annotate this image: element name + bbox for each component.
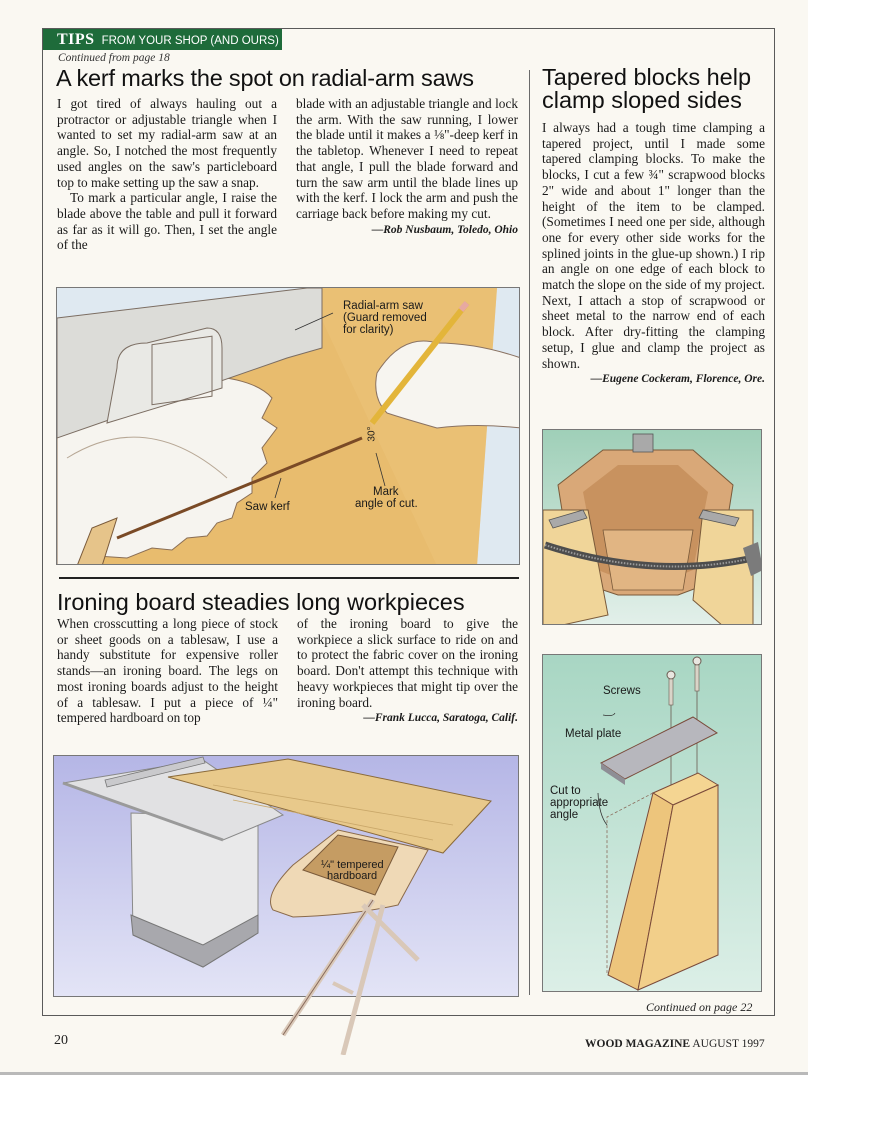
byline: —Eugene Cockeram, Florence, Ore. <box>590 373 765 386</box>
article-title-kerf: A kerf marks the spot on radial-arm saws <box>56 65 474 91</box>
ironing-board-tablesaw-illustration <box>53 755 519 997</box>
section-banner <box>43 29 282 50</box>
kerf-label: Saw kerf <box>245 501 290 513</box>
article-kerf-column-1 <box>57 96 277 253</box>
radial-arm-saw-illustration <box>56 287 520 565</box>
article-ironing-column-1 <box>57 616 278 726</box>
article-title-tapered: Tapered blocks help clamp sloped sides <box>542 64 752 113</box>
article-ironing-column-2 <box>297 616 518 727</box>
byline: —Rob Nusbaum, Toledo, Ohio <box>371 223 518 236</box>
cut-angle-label: appropriate <box>550 797 609 809</box>
continued-from-note: Continued from page 18 <box>58 52 170 64</box>
byline: —Frank Lucca, Saratoga, Calif. <box>363 712 518 725</box>
angle-mark-label: 30° <box>366 426 378 442</box>
article-kerf-column-2 <box>296 96 518 238</box>
cut-angle-label: Cut to <box>550 785 581 797</box>
block-detail-drawing <box>543 655 762 992</box>
issue-date: AUGUST 1997 <box>692 1038 765 1050</box>
saw-label: Radial-arm saw <box>343 300 423 312</box>
mark-label: angle of cut. <box>355 498 418 510</box>
tapered-block-detail-illustration <box>542 654 762 992</box>
screws-label: Screws <box>603 685 641 697</box>
mark-label: Mark <box>373 486 399 498</box>
page-number: 20 <box>54 1033 68 1048</box>
cut-angle-label: angle <box>550 809 579 821</box>
saw-note-label: for clarity) <box>343 324 394 336</box>
article-tapered-column <box>542 120 765 388</box>
metal-plate-label: Metal plate <box>565 728 622 740</box>
magazine-footer <box>585 1038 765 1050</box>
continued-on-note: Continued on page 22 <box>646 1000 753 1014</box>
paragraph: I got tired of always hauling out a protractor or adjustable triangle when I wanted to set my radial-arm saw at an angle. So, I notched the most frequently used angles on the saw's particleboard top to make setting up the saw a snap. <box>57 96 277 190</box>
glueup-drawing <box>543 430 762 625</box>
column-divider <box>529 70 530 995</box>
paragraph: of the ironing board to give the workpiece a slick surface to ride on and to protect the fabric cover on the ironing board. Don't attempt this technique with heavy workpieces that might tip over the ironing board. <box>297 616 518 710</box>
tapered-blocks-glueup-illustration <box>542 429 762 625</box>
magazine-name: WOOD MAGAZINE <box>585 1038 691 1050</box>
paragraph: I always had a tough time clamping a tapered project, until I made some tapered clamping blocks. To make the blocks, I cut a few ¾" scrapwood blocks 2" wide and about 1" longer than the height of the item to be clamped. (Sometimes I need one per side, although one for every other side works for the splined joints in the glue-up shown.) I rip an angle on one edge of each block to match the slope on the side of my project. Next, I attach a stop of scrapwood or sheet metal to the narrow end of each block. After dry-fitting the clamping setup, I glue and clamp the project as shown. <box>542 120 765 371</box>
saw-note-label: (Guard removed <box>343 312 427 324</box>
paragraph: To mark a particular angle, I raise the blade above the table and pull it forward as far as it will go. Then, I set the angle of the <box>57 190 277 253</box>
hardboard-label: ¼" tempered <box>321 859 384 871</box>
paragraph: When crosscutting a long piece of stock or sheet goods on a tablesaw, I use a handy substitute for expensive roller stands—an ironing board. The legs on most ironing boards adjust to the height of a tablesaw. I put a piece of ¼" tempered hardboard on top <box>57 616 278 726</box>
radial-arm-saw-drawing <box>57 288 520 565</box>
paragraph: blade with an adjustable triangle and lock the arm. With the saw running, I lower the blade until it makes a ⅛"-deep kerf in the tabletop. Whenever I need to repeat that angle, I pull the blade forward and turn the saw arm until the blade lines up with the kerf. I lock the arm and push the carriage back before making my cut. <box>296 96 518 221</box>
section-subtitle: FROM YOUR SHOP (AND OURS) <box>101 35 279 47</box>
article-title-ironing: Ironing board steadies long workpieces <box>57 589 465 615</box>
hardboard-label: hardboard <box>327 870 378 882</box>
section-divider <box>59 577 519 579</box>
section-tag: TIPS <box>57 31 95 48</box>
tablesaw-drawing <box>53 755 519 1055</box>
page-edge-shadow <box>0 1072 808 1075</box>
